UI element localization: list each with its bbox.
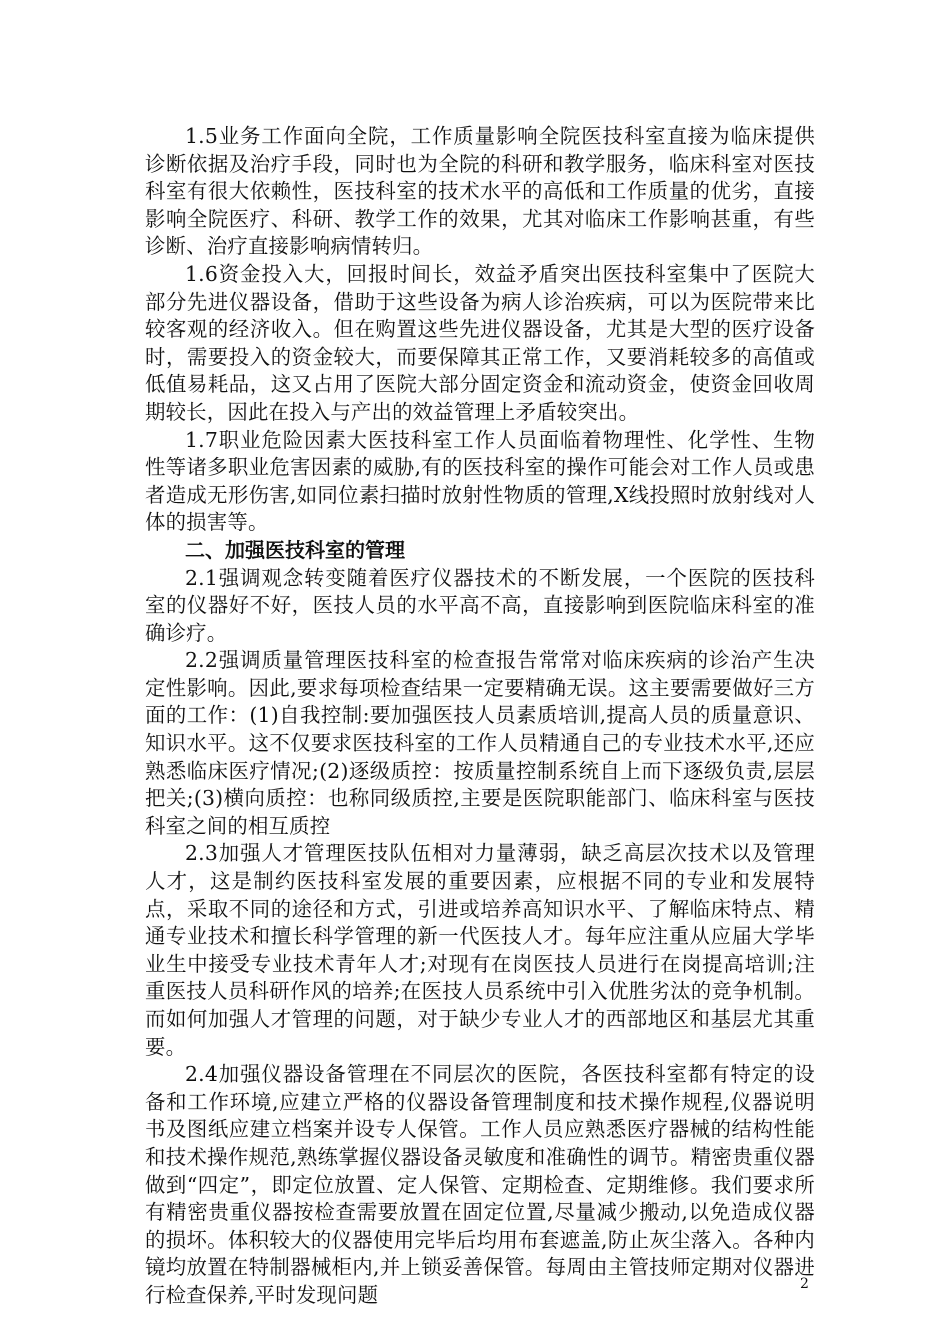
paragraph-2-3: 2.3加强人才管理医技队伍相对力量薄弱，缺乏高层次技术以及管理人才，这是制约医技科室发展的重要因素，应根据不同的专业和发展特点，采取不同的途径和方式，引进或培养高知识水平、了解临床特点、精通专业技术和擅长科学管理的新一代医技人才。每年应注重从应届大学毕业生中接受专业技术青年人才;对现有在岗医技人员进行在岗提高培训;注重医技人员科研作风的培养;在医技人员系统中引入优胜劣汰的竞争机制。而如何加强人才管理的问题，对于缺少专业人才的西部地区和基层尤其重要。 xyxy=(145,841,815,1059)
paragraph-2-2: 2.2强调质量管理医技科室的检查报告常常对临床疾病的诊治产生决定性影响。因此,要求每项检查结果一定要精确无误。这主要需要做好三方面的工作：(1)自我控制:要加强医技人员素质培训,提高人员的质量意识、知识水平。这不仅要求医技科室的工作人员精通自己的专业技术水平,还应熟悉临床医疗情况;(2)逐级质控：按质量控制系统自上而下逐级负责,层层把关;(3)横向质控：也称同级质控,主要是医院职能部门、临床科室与医技科室之间的相互质控 xyxy=(145,648,815,838)
paragraph-1-6: 1.6资金投入大，回报时间长，效益矛盾突出医技科室集中了医院大部分先进仪器设备，借助于这些设备为病人诊治疾病，可以为医院带来比较客观的经济收入。但在购置这些先进仪器设备，尤其是大型的医疗设备时，需要投入的资金较大，而要保障其正常工作，又要消耗较多的高值或低值易耗品，这又占用了医院大部分固定资金和流动资金，使资金回收周期较长，因此在投入与产出的效益管理上矛盾较突出。 xyxy=(145,261,815,424)
paragraph-1-5: 1.5业务工作面向全院，工作质量影响全院医技科室直接为临床提供诊断依据及治疗手段，同时也为全院的科研和教学服务，临床科室对医技科室有很大依赖性，医技科室的技术水平的高低和工作质量的优劣，直接影响全院医疗、科研、教学工作的效果，尤其对临床工作影响甚重，有些诊断、治疗直接影响病情转归。 xyxy=(145,124,815,259)
page-number: 2 xyxy=(800,1276,809,1292)
body-text xyxy=(145,123,815,1310)
paragraph-2-4: 2.4加强仪器设备管理在不同层次的医院，各医技科室都有特定的设备和工作环境,应建立严格的仪器设备管理制度和技术操作规程,仪器说明书及图纸应建立档案并设专人保管。工作人员应熟悉医疗器械的结构性能和技术操作规范,熟练掌握仪器设备灵敏度和准确性的调节。精密贵重仪器做到“四定”，即定位放置、定人保管、定期检查、定期维修。我们要求所有精密贵重仪器按检查需要放置在固定位置,尽量减少搬动,以免造成仪器的损坏。体积较大的仪器使用完毕后均用布套遮盖,防止灰尘落入。各种内镜均放置在特制器械柜内,并上锁妥善保管。每周由主管技师定期对仪器进行检查保养,平时发现问题 xyxy=(145,1062,815,1307)
section-heading: 二、加强医技科室的管理 xyxy=(185,537,405,562)
paragraph-2-1: 2.1强调观念转变随着医疗仪器技术的不断发展，一个医院的医技科室的仪器好不好，医技人员的水平高不高，直接影响到医院临床科室的准确诊疗。 xyxy=(145,565,815,645)
paragraph-1-7: 1.7职业危险因素大医技科室工作人员面临着物理性、化学性、生物性等诸多职业危害因素的威胁,有的医技科室的操作可能会对工作人员或患者造成无形伤害,如同位素扫描时放射性物质的管理,X线投照时放射线对人体的损害等。 xyxy=(145,427,815,535)
